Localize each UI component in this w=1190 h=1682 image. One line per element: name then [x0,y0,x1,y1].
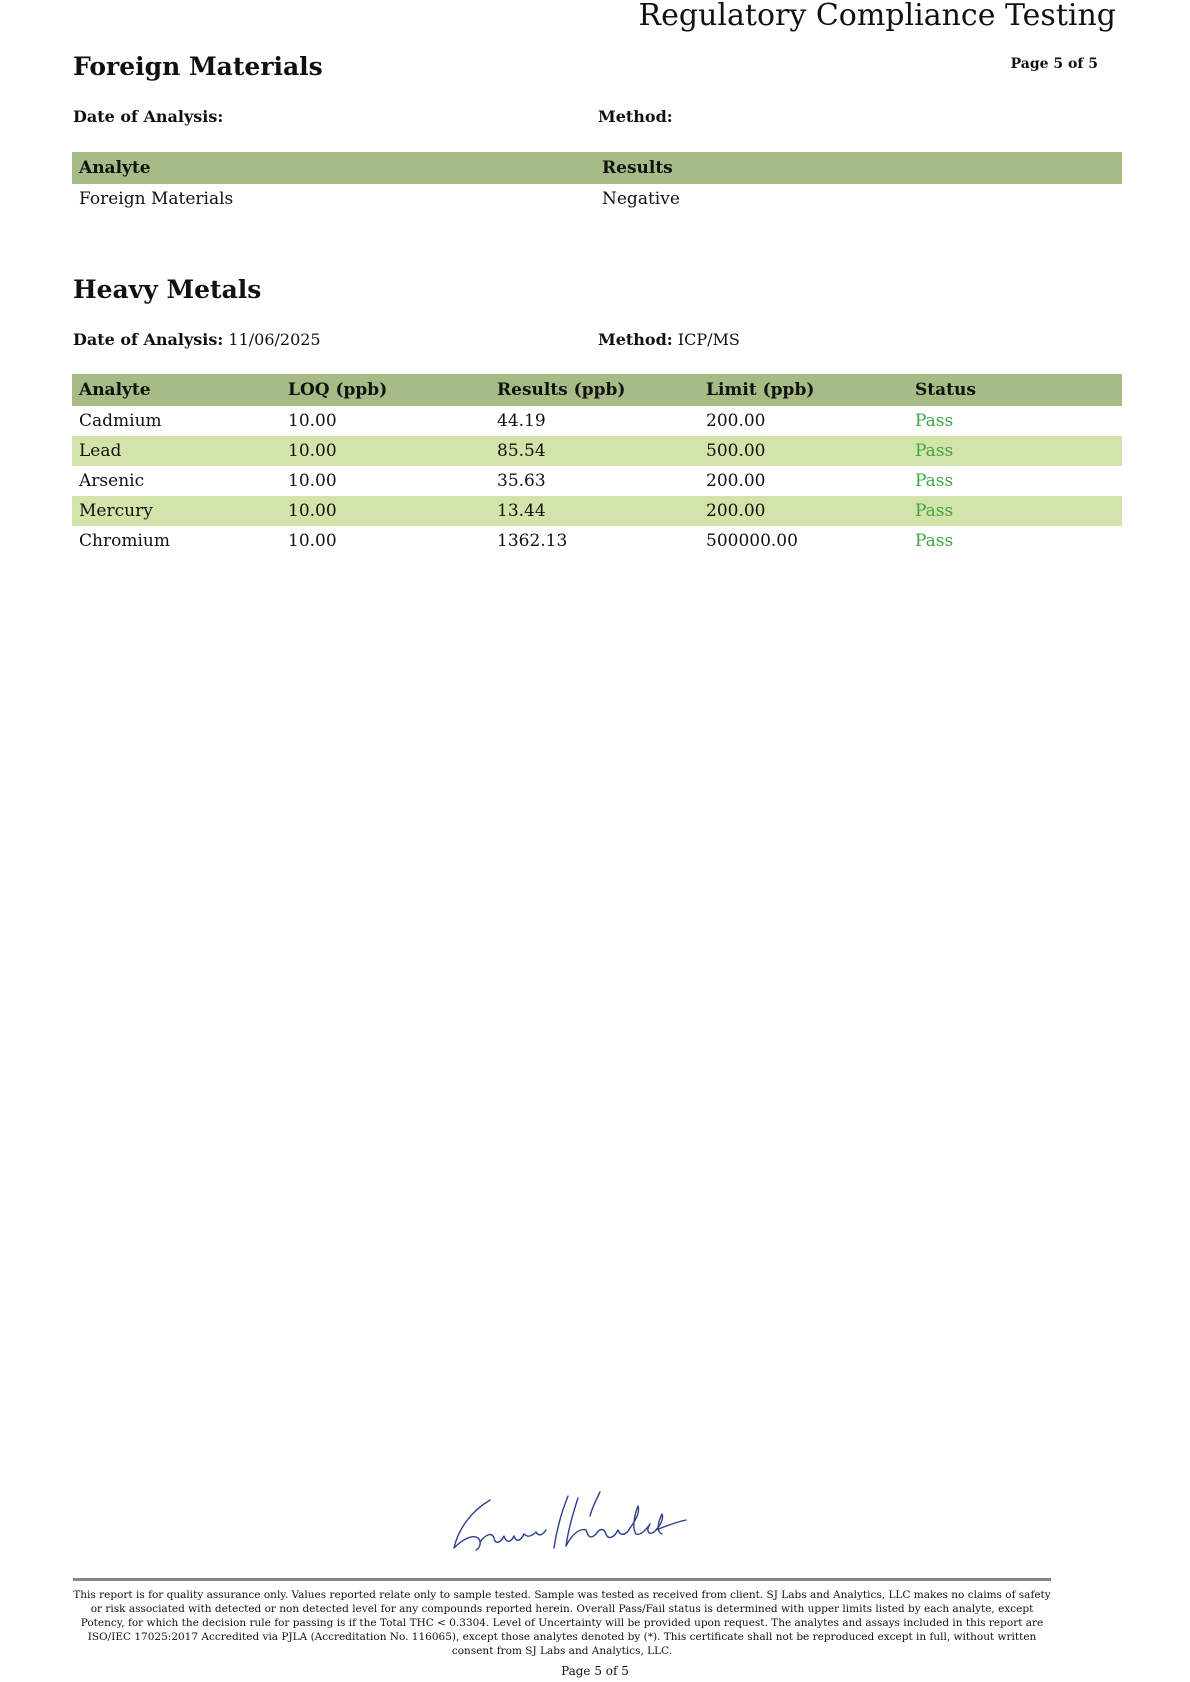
table-header-row [72,374,1122,406]
loq-cell: 10.00 [288,471,337,491]
status-cell: Pass [908,496,1122,526]
fm-method-label: Method: [598,107,673,126]
limit-cell: 200.00 [699,496,908,526]
signature-image [450,1490,690,1562]
result-cell: 1362.13 [497,531,568,551]
fm-method [598,107,673,127]
result-cell: 85.54 [490,436,699,466]
column-header-analyte: Analyte [72,374,281,406]
loq-cell: 10.00 [288,531,337,551]
hm-date-label: Date of Analysis: [73,330,224,349]
page-number-bottom: Page 5 of 5 [561,1664,629,1678]
loq-cell: 10.00 [281,496,490,526]
heavy-metals-title: Heavy Metals [73,275,262,304]
table-row [72,526,1122,556]
hm-method-label: Method: [598,330,673,349]
table-row [72,466,1122,496]
analyte-cell: Arsenic [79,471,145,491]
column-header-loq: LOQ (ppb) [281,374,490,406]
analyte-cell: Mercury [72,496,281,526]
foreign-materials-table [72,152,1122,214]
column-header-results: Results (ppb) [490,374,699,406]
table-row [72,436,1122,466]
hm-date-value: 11/06/2025 [228,330,321,349]
heavy-metals-table [72,374,1122,556]
result-cell: 35.63 [497,471,546,491]
loq-cell: 10.00 [288,411,337,431]
analyte-cell: Foreign Materials [79,189,234,209]
limit-cell: 200.00 [706,471,766,491]
column-header-results: Results [595,152,1122,184]
report-title: Regulatory Compliance Testing [638,0,1116,33]
analyte-cell: Cadmium [79,411,162,431]
status-cell: Pass [908,436,1122,466]
status-cell: Pass [915,471,954,491]
analyte-cell: Lead [72,436,281,466]
fm-date-label: Date of Analysis: [73,107,224,126]
limit-cell: 500.00 [699,436,908,466]
limit-cell: 500000.00 [706,531,798,551]
table-row [72,496,1122,526]
result-cell: 44.19 [497,411,546,431]
column-header-analyte: Analyte [72,152,595,184]
footer-disclaimer: This report is for quality assurance only. Values reported relate only to sample tested. Sample was tested as received from client. SJ Labs and Analytics, LLC makes no claims of safety or risk associated with detected or non detected level for any compounds reported herein. Overall Pass/Fail status is determined with upper limits listed by each analyte, except Potency, for which the decision rule for passing is if the Total THC < 0.3304. Level of Uncertainty will be provided upon request. The analytes and assays included in this report are ISO/IEC 17025:2017 Accredited via PJLA (Accreditation No. 116065), except those analytes denoted by (*). This certificate shall not be reproduced except in full, without written consent from SJ Labs and Analytics, LLC. [73,1589,1051,1657]
result-cell: Negative [602,189,680,209]
hm-date-of-analysis [73,330,321,350]
footer-divider [73,1578,1051,1581]
table-header-row [72,152,1122,184]
table-row [72,184,1122,214]
column-header-limit: Limit (ppb) [699,374,908,406]
foreign-materials-title: Foreign Materials [73,52,323,81]
fm-date-of-analysis [73,107,223,127]
status-cell: Pass [915,531,954,551]
loq-cell: 10.00 [281,436,490,466]
result-cell: 13.44 [490,496,699,526]
table-row [72,406,1122,436]
page-number-top: Page 5 of 5 [1010,56,1098,72]
analyte-cell: Chromium [79,531,170,551]
limit-cell: 200.00 [706,411,766,431]
hm-method [598,330,740,350]
column-header-status: Status [908,374,1122,406]
status-cell: Pass [915,411,954,431]
hm-method-value: ICP/MS [677,330,740,349]
